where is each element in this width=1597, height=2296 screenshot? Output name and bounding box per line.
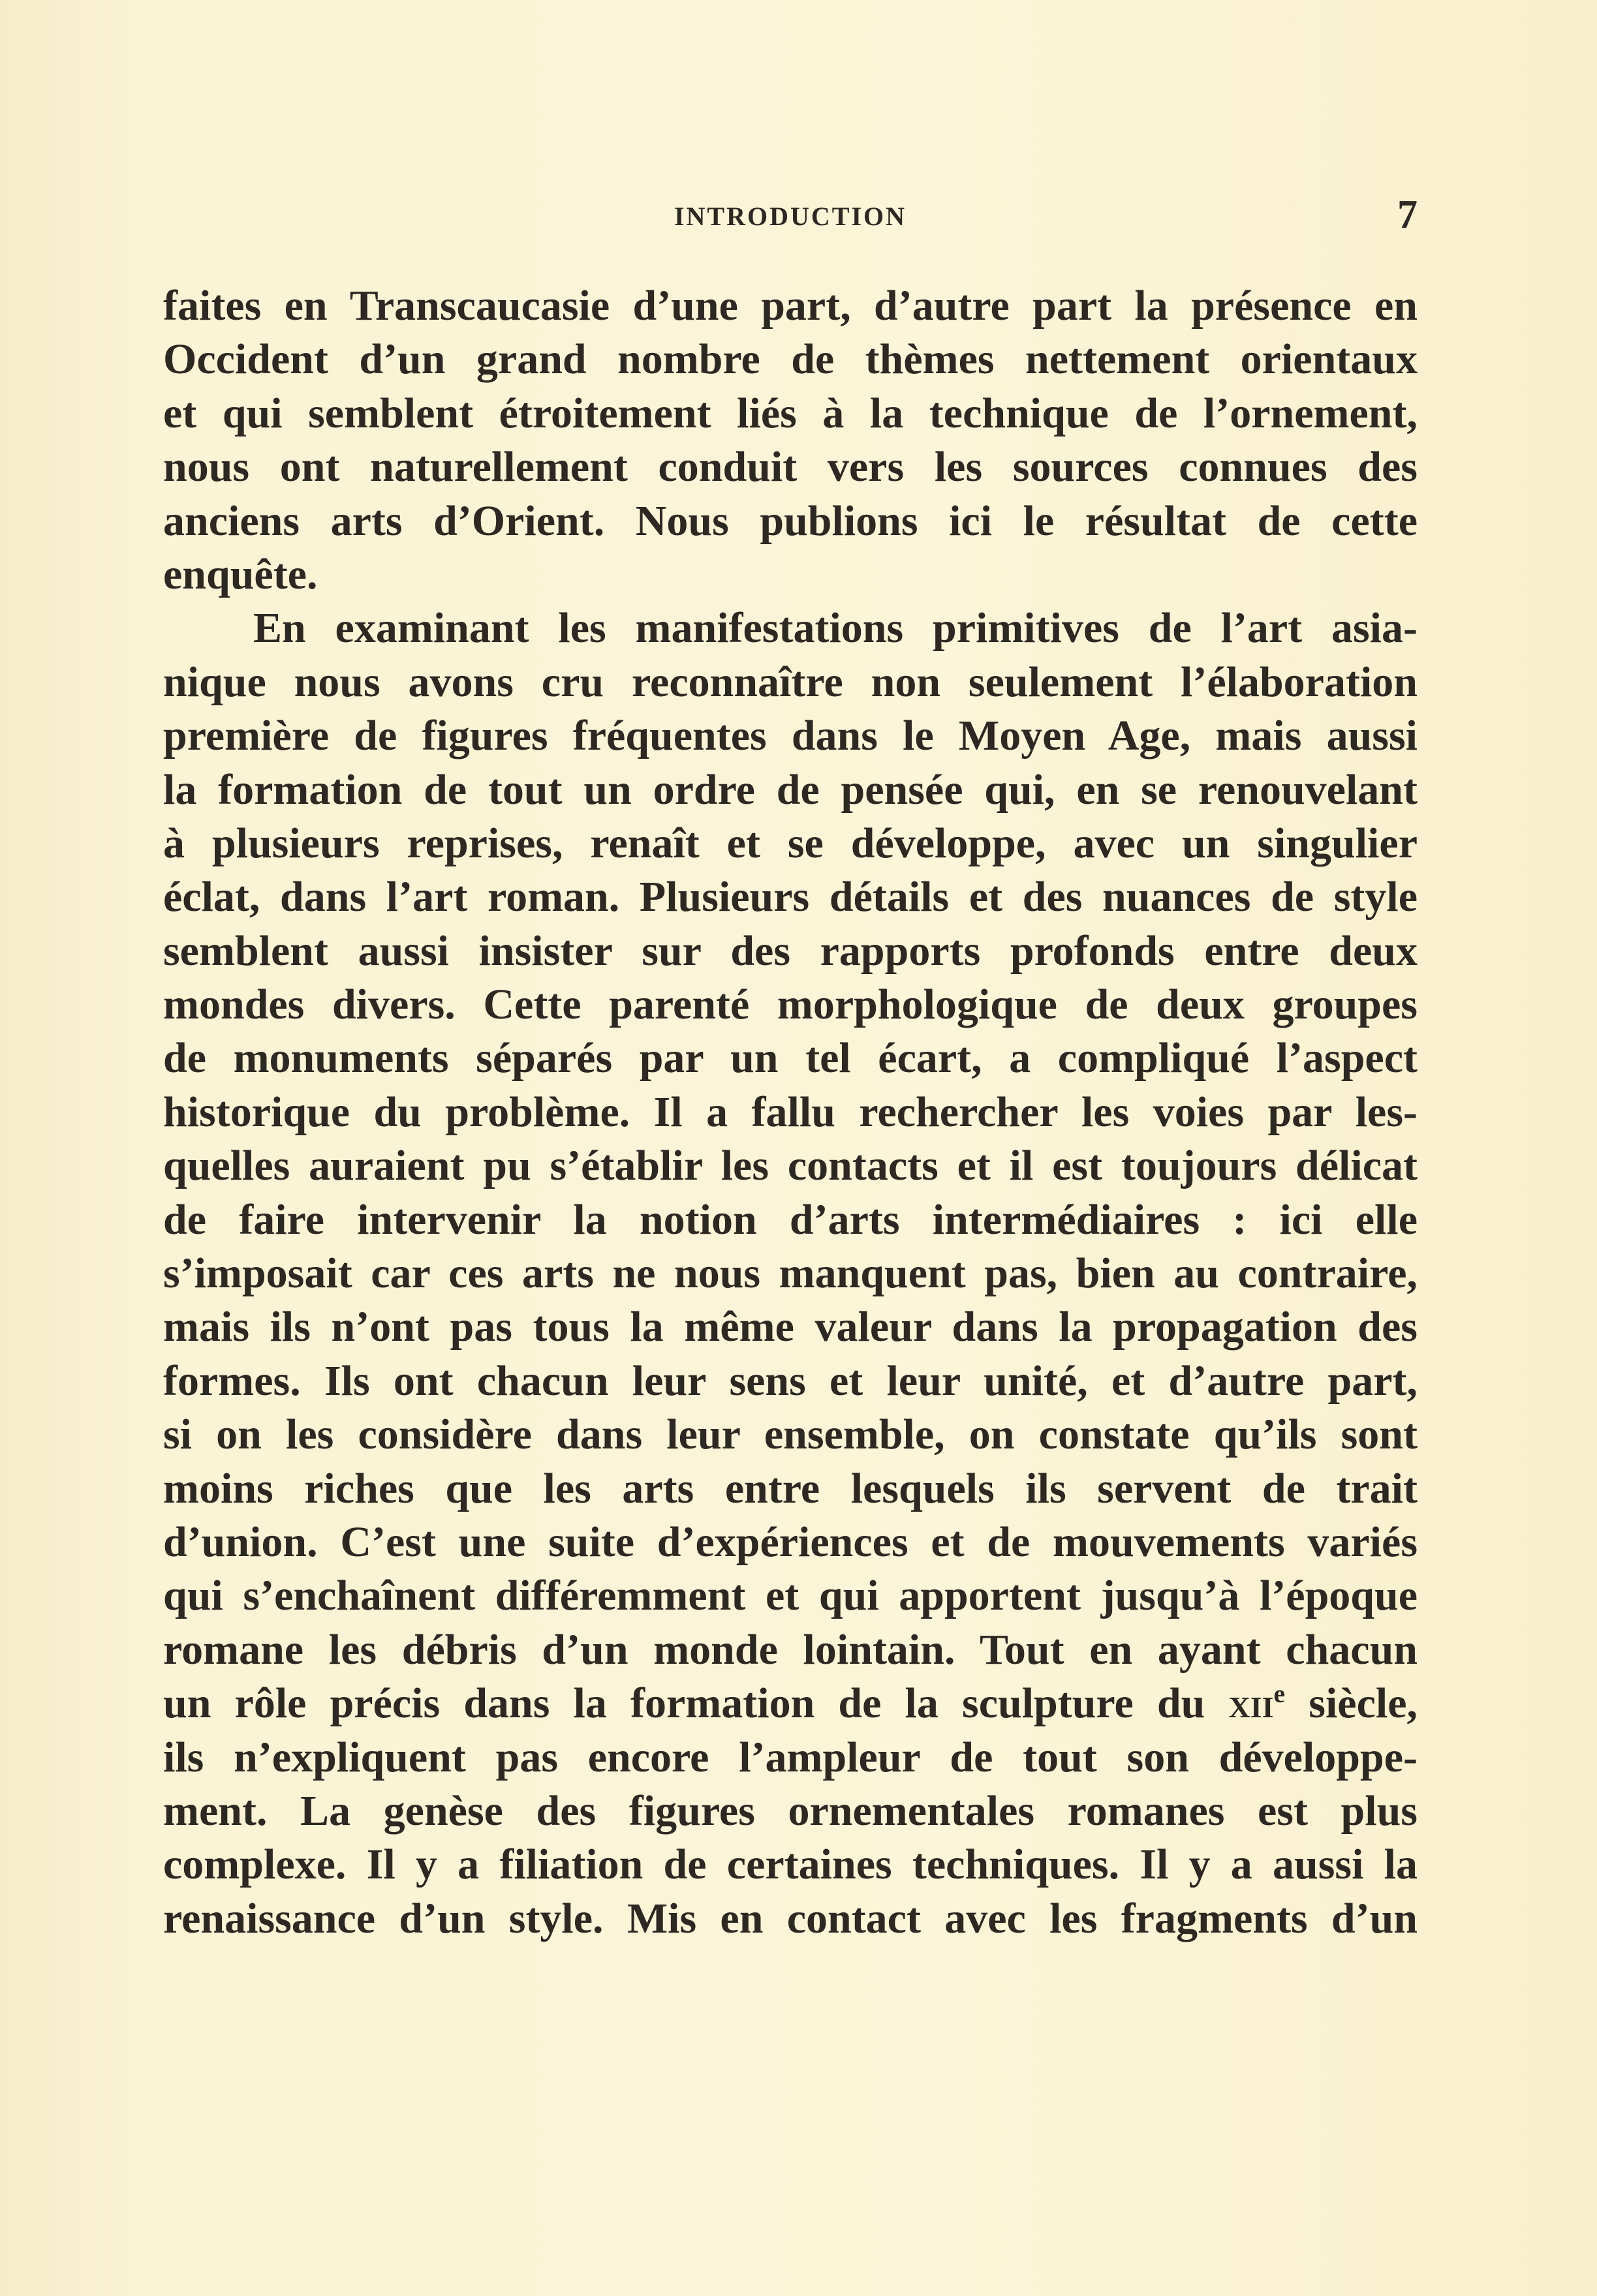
century-superscript: e [1273,1679,1286,1709]
century-line-before: un rôle précis dans la formation de la sculpture du [163,1679,1229,1728]
century-numeral: xii [1228,1679,1274,1728]
text-line: la formation de tout un ordre de pensée qui, en se renouvelant [163,765,1418,814]
body-text [163,279,1418,1946]
text-line: faites en Transcaucasie d’une part, d’autre part la présence en [163,282,1418,329]
text-line: moins riches que les arts entre lesquels ils servent de trait [163,1464,1418,1512]
text-line: nique nous avons cru reconnaître non seulement l’élaboration [163,658,1418,706]
text-line: historique du problème. Il a fallu rechercher les voies par les- [163,1088,1418,1136]
text-line: s’imposait car ces arts ne nous manquent pas, bien au contraire, [163,1249,1418,1298]
text-line: ment. La genèse des figures ornementales romanes est plus [163,1786,1418,1835]
text-line: qui s’enchaînent différemment et qui apportent jusqu’à l’époque [163,1572,1418,1620]
text-line: éclat, dans l’art roman. Plusieurs détails et des nuances de style [163,873,1418,921]
text-line: semblent aussi insister sur des rapports profonds entre deux [163,926,1418,975]
running-head [163,192,1418,237]
text-line: nous ont naturellement conduit vers les sources connues des [163,443,1418,491]
text-line: anciens arts d’Orient. Nous publions ici le résultat de cette [163,497,1418,545]
text-line: de faire intervenir la notion d’arts intermédiaires : ici elle [163,1195,1418,1244]
text-line: si on les considère dans leur ensemble, on constate qu’ils sont [163,1411,1418,1459]
text-line: formes. Ils ont chacun leur sens et leur unité, et d’autre part, [163,1356,1418,1405]
text-line: mondes divers. Cette parenté morphologique de deux groupes [163,981,1418,1029]
text-line: enquête. [163,550,318,598]
century-line-after: siècle, [1285,1679,1418,1728]
text-line: Occident d’un grand nombre de thèmes nettement orientaux [163,335,1418,384]
text-line: ils n’expliquent pas encore l’ampleur de tout son développe- [163,1733,1418,1781]
running-title: INTRODUCTION [674,202,907,231]
text-line: complexe. Il y a filiation de certaines techniques. Il y a aussi la [163,1841,1418,1889]
paragraph-start-line: En examinant les manifestations primitives de l’art asia- [253,604,1418,652]
text-line-century [163,1677,1418,1730]
text-line: première de figures fréquentes dans le Moyen Age, mais aussi [163,712,1418,760]
text-line: renaissance d’un style. Mis en contact avec les fragments d’un [163,1894,1418,1942]
text-line: romane les débris d’un monde lointain. Tout en ayant chacun [163,1625,1418,1674]
text-line: mais ils n’ont pas tous la même valeur dans la propagation des [163,1303,1418,1351]
page-number: 7 [1397,192,1418,237]
text-line: de monuments séparés par un tel écart, a compliqué l’aspect [163,1034,1418,1082]
text-line: à plusieurs reprises, renaît et se développe, avec un singulier [163,819,1418,867]
text-line: d’union. C’est une suite d’expériences et de mouvements variés [163,1518,1418,1566]
text-line: quelles auraient pu s’établir les contacts et il est toujours délicat [163,1142,1418,1190]
text-line: et qui semblent étroitement liés à la technique de l’ornement, [163,389,1418,437]
